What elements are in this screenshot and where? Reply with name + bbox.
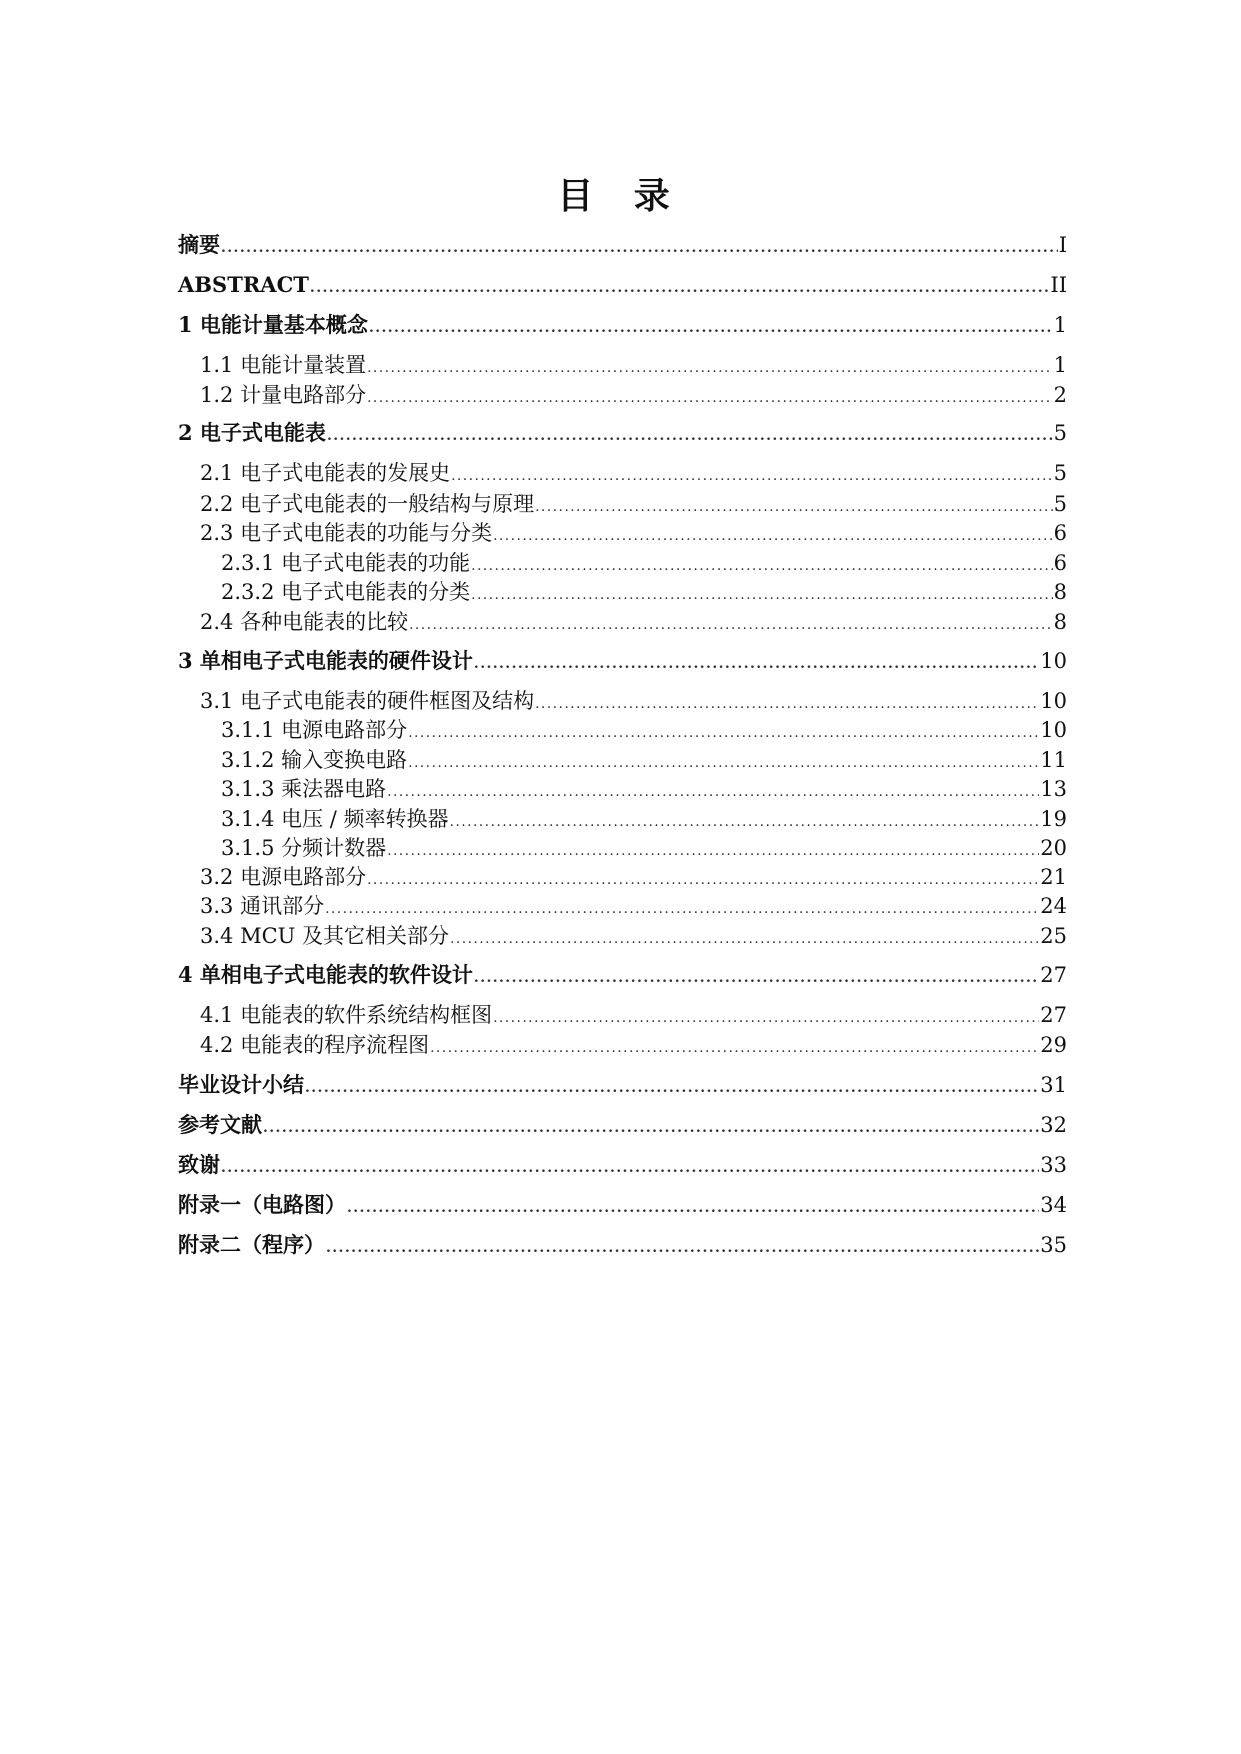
dot-leader bbox=[430, 1029, 1039, 1061]
toc-entry-page: 20 bbox=[1040, 836, 1067, 860]
dot-leader bbox=[471, 547, 1053, 579]
dot-leader bbox=[450, 803, 1040, 835]
toc-entry-label: 3.1.4 电压 / 频率转换器 bbox=[221, 807, 449, 831]
dot-leader bbox=[493, 999, 1039, 1031]
dot-leader bbox=[367, 379, 1053, 411]
toc-entry-page: I bbox=[1058, 233, 1067, 257]
toc-entry-appendix-1[interactable] bbox=[178, 1189, 1067, 1221]
toc-entry-chapter-4[interactable] bbox=[178, 959, 1067, 991]
toc-entry-summary[interactable] bbox=[178, 1069, 1067, 1101]
toc-entry-page: 10 bbox=[1040, 718, 1067, 742]
toc-entry-section-2-3[interactable] bbox=[200, 517, 1067, 549]
dot-leader bbox=[310, 269, 1049, 301]
toc-entry-label: 参考文献 bbox=[178, 1112, 262, 1137]
dot-leader bbox=[263, 1109, 1039, 1141]
toc-entry-label: 附录一（电路图） bbox=[178, 1192, 346, 1217]
toc-entry-section-4-1[interactable] bbox=[200, 999, 1067, 1031]
toc-entry-label: 1.2 计量电路部分 bbox=[200, 383, 367, 407]
dot-leader bbox=[408, 744, 1039, 776]
dot-leader bbox=[535, 488, 1053, 520]
toc-entry-label: 2.3 电子式电能表的功能与分类 bbox=[200, 521, 493, 545]
toc-entry-page: 1 bbox=[1053, 313, 1067, 337]
toc-entry-page: 11 bbox=[1040, 748, 1067, 772]
toc-entry-section-3-1-2[interactable] bbox=[221, 744, 1067, 776]
toc-entry-label: 摘要 bbox=[178, 232, 220, 257]
toc-entry-section-2-2[interactable] bbox=[200, 488, 1067, 520]
toc-entry-page: 24 bbox=[1040, 894, 1067, 918]
toc-entry-page: 25 bbox=[1040, 924, 1067, 948]
toc-entry-section-2-1[interactable] bbox=[200, 457, 1067, 489]
toc-entry-chapter-1[interactable] bbox=[178, 309, 1067, 341]
dot-leader bbox=[325, 890, 1039, 922]
toc-entry-label: 4 单相电子式电能表的软件设计 bbox=[178, 962, 473, 987]
dot-leader bbox=[327, 417, 1053, 449]
toc-entry-page: 27 bbox=[1040, 963, 1067, 987]
dot-leader bbox=[471, 576, 1053, 608]
toc-entry-label: 3 单相电子式电能表的硬件设计 bbox=[178, 648, 473, 673]
toc-entry-page: 35 bbox=[1040, 1233, 1067, 1257]
toc-entry-section-3-1-4[interactable] bbox=[221, 803, 1067, 835]
toc-entry-abstract-en[interactable] bbox=[178, 269, 1067, 301]
toc-entry-abstract-cn[interactable] bbox=[178, 229, 1067, 261]
toc-entry-page: 5 bbox=[1053, 461, 1067, 485]
toc-entry-label: 1 电能计量基本概念 bbox=[178, 312, 368, 337]
dot-leader bbox=[326, 1229, 1039, 1261]
toc-entry-page: 10 bbox=[1040, 649, 1067, 673]
toc-entry-label: 3.1.5 分频计数器 bbox=[221, 836, 387, 860]
toc-entry-page: 31 bbox=[1040, 1073, 1067, 1097]
dot-leader bbox=[450, 920, 1039, 952]
dot-leader bbox=[221, 229, 1058, 261]
dot-leader bbox=[387, 832, 1039, 864]
dot-leader bbox=[451, 457, 1053, 489]
toc-entry-chapter-3[interactable] bbox=[178, 645, 1067, 677]
dot-leader bbox=[387, 773, 1039, 805]
toc-entry-label: 2.2 电子式电能表的一般结构与原理 bbox=[200, 492, 535, 516]
dot-leader bbox=[367, 861, 1039, 893]
dot-leader bbox=[535, 685, 1039, 717]
toc-entry-references[interactable] bbox=[178, 1109, 1067, 1141]
toc-entry-section-2-4[interactable] bbox=[200, 606, 1067, 638]
toc-entry-section-1-1[interactable] bbox=[200, 349, 1067, 381]
toc-entry-page: 6 bbox=[1053, 521, 1067, 545]
toc-entry-page: 34 bbox=[1040, 1193, 1067, 1217]
toc-entry-label: 毕业设计小结 bbox=[178, 1072, 304, 1097]
toc-entry-label: 2.3.1 电子式电能表的功能 bbox=[221, 551, 471, 575]
toc-entry-section-3-1-3[interactable] bbox=[221, 773, 1067, 805]
toc-entry-label: 2.3.2 电子式电能表的分类 bbox=[221, 580, 471, 604]
toc-entry-page: 10 bbox=[1040, 689, 1067, 713]
toc-entry-section-4-2[interactable] bbox=[200, 1029, 1067, 1061]
toc-entry-label: ABSTRACT bbox=[178, 272, 309, 297]
dot-leader bbox=[493, 517, 1053, 549]
toc-entry-page: 5 bbox=[1053, 492, 1067, 516]
toc-entry-label: 3.4 MCU 及其它相关部分 bbox=[200, 924, 450, 948]
toc-entry-label: 3.1.1 电源电路部分 bbox=[221, 718, 408, 742]
toc-entry-label: 2 电子式电能表 bbox=[178, 420, 326, 445]
toc-entry-page: 29 bbox=[1040, 1033, 1067, 1057]
toc-entry-page: 19 bbox=[1040, 807, 1067, 831]
toc-entry-label: 4.2 电能表的程序流程图 bbox=[200, 1033, 430, 1057]
toc-entry-appendix-2[interactable] bbox=[178, 1229, 1067, 1261]
dot-leader bbox=[474, 645, 1039, 677]
toc-entry-section-3-3[interactable] bbox=[200, 890, 1067, 922]
dot-leader bbox=[305, 1069, 1039, 1101]
toc-entry-section-1-2[interactable] bbox=[200, 379, 1067, 411]
toc-entry-label: 3.2 电源电路部分 bbox=[200, 865, 367, 889]
toc-entry-chapter-2[interactable] bbox=[178, 417, 1067, 449]
toc-entry-page: 13 bbox=[1040, 777, 1067, 801]
toc-entry-acknowledgements[interactable] bbox=[178, 1149, 1067, 1181]
toc-entry-page: 1 bbox=[1053, 353, 1067, 377]
toc-entry-page: 27 bbox=[1040, 1003, 1067, 1027]
toc-entry-section-2-3-2[interactable] bbox=[221, 576, 1067, 608]
toc-entry-page: 8 bbox=[1053, 610, 1067, 634]
dot-leader bbox=[221, 1149, 1039, 1181]
toc-entry-page: 33 bbox=[1040, 1153, 1067, 1177]
toc-entry-label: 致谢 bbox=[178, 1152, 220, 1177]
toc-entry-section-3-4[interactable] bbox=[200, 920, 1067, 952]
dot-leader bbox=[408, 714, 1039, 746]
dot-leader bbox=[409, 606, 1053, 638]
toc-entry-section-3-1-5[interactable] bbox=[221, 832, 1067, 864]
toc-entry-section-3-2[interactable] bbox=[200, 861, 1067, 893]
toc-entry-page: 6 bbox=[1053, 551, 1067, 575]
toc-entry-label: 1.1 电能计量装置 bbox=[200, 353, 367, 377]
toc-entry-page: 32 bbox=[1040, 1113, 1067, 1137]
toc-entry-label: 3.1.2 输入变换电路 bbox=[221, 748, 408, 772]
dot-leader bbox=[347, 1189, 1039, 1221]
dot-leader bbox=[474, 959, 1039, 991]
toc-entry-page: 2 bbox=[1053, 383, 1067, 407]
toc-entry-label: 3.3 通讯部分 bbox=[200, 894, 325, 918]
toc-entry-label: 3.1 电子式电能表的硬件框图及结构 bbox=[200, 689, 535, 713]
toc-entry-label: 3.1.3 乘法器电路 bbox=[221, 777, 387, 801]
toc-entry-label: 2.1 电子式电能表的发展史 bbox=[200, 461, 451, 485]
dot-leader bbox=[367, 349, 1053, 381]
toc-entry-page: 8 bbox=[1053, 580, 1067, 604]
toc-entry-page: 21 bbox=[1040, 865, 1067, 889]
toc-title: 目 录 bbox=[557, 175, 684, 217]
toc-entry-section-3-1-1[interactable] bbox=[221, 714, 1067, 746]
toc-entry-label: 附录二（程序） bbox=[178, 1232, 325, 1257]
toc-entry-page: II bbox=[1050, 273, 1067, 297]
toc-entry-label: 4.1 电能表的软件系统结构框图 bbox=[200, 1003, 493, 1027]
toc-entry-section-3-1[interactable] bbox=[200, 685, 1067, 717]
dot-leader bbox=[369, 309, 1053, 341]
toc-entry-page: 5 bbox=[1053, 421, 1067, 445]
toc-entry-label: 2.4 各种电能表的比较 bbox=[200, 610, 409, 634]
toc-entry-section-2-3-1[interactable] bbox=[221, 547, 1067, 579]
